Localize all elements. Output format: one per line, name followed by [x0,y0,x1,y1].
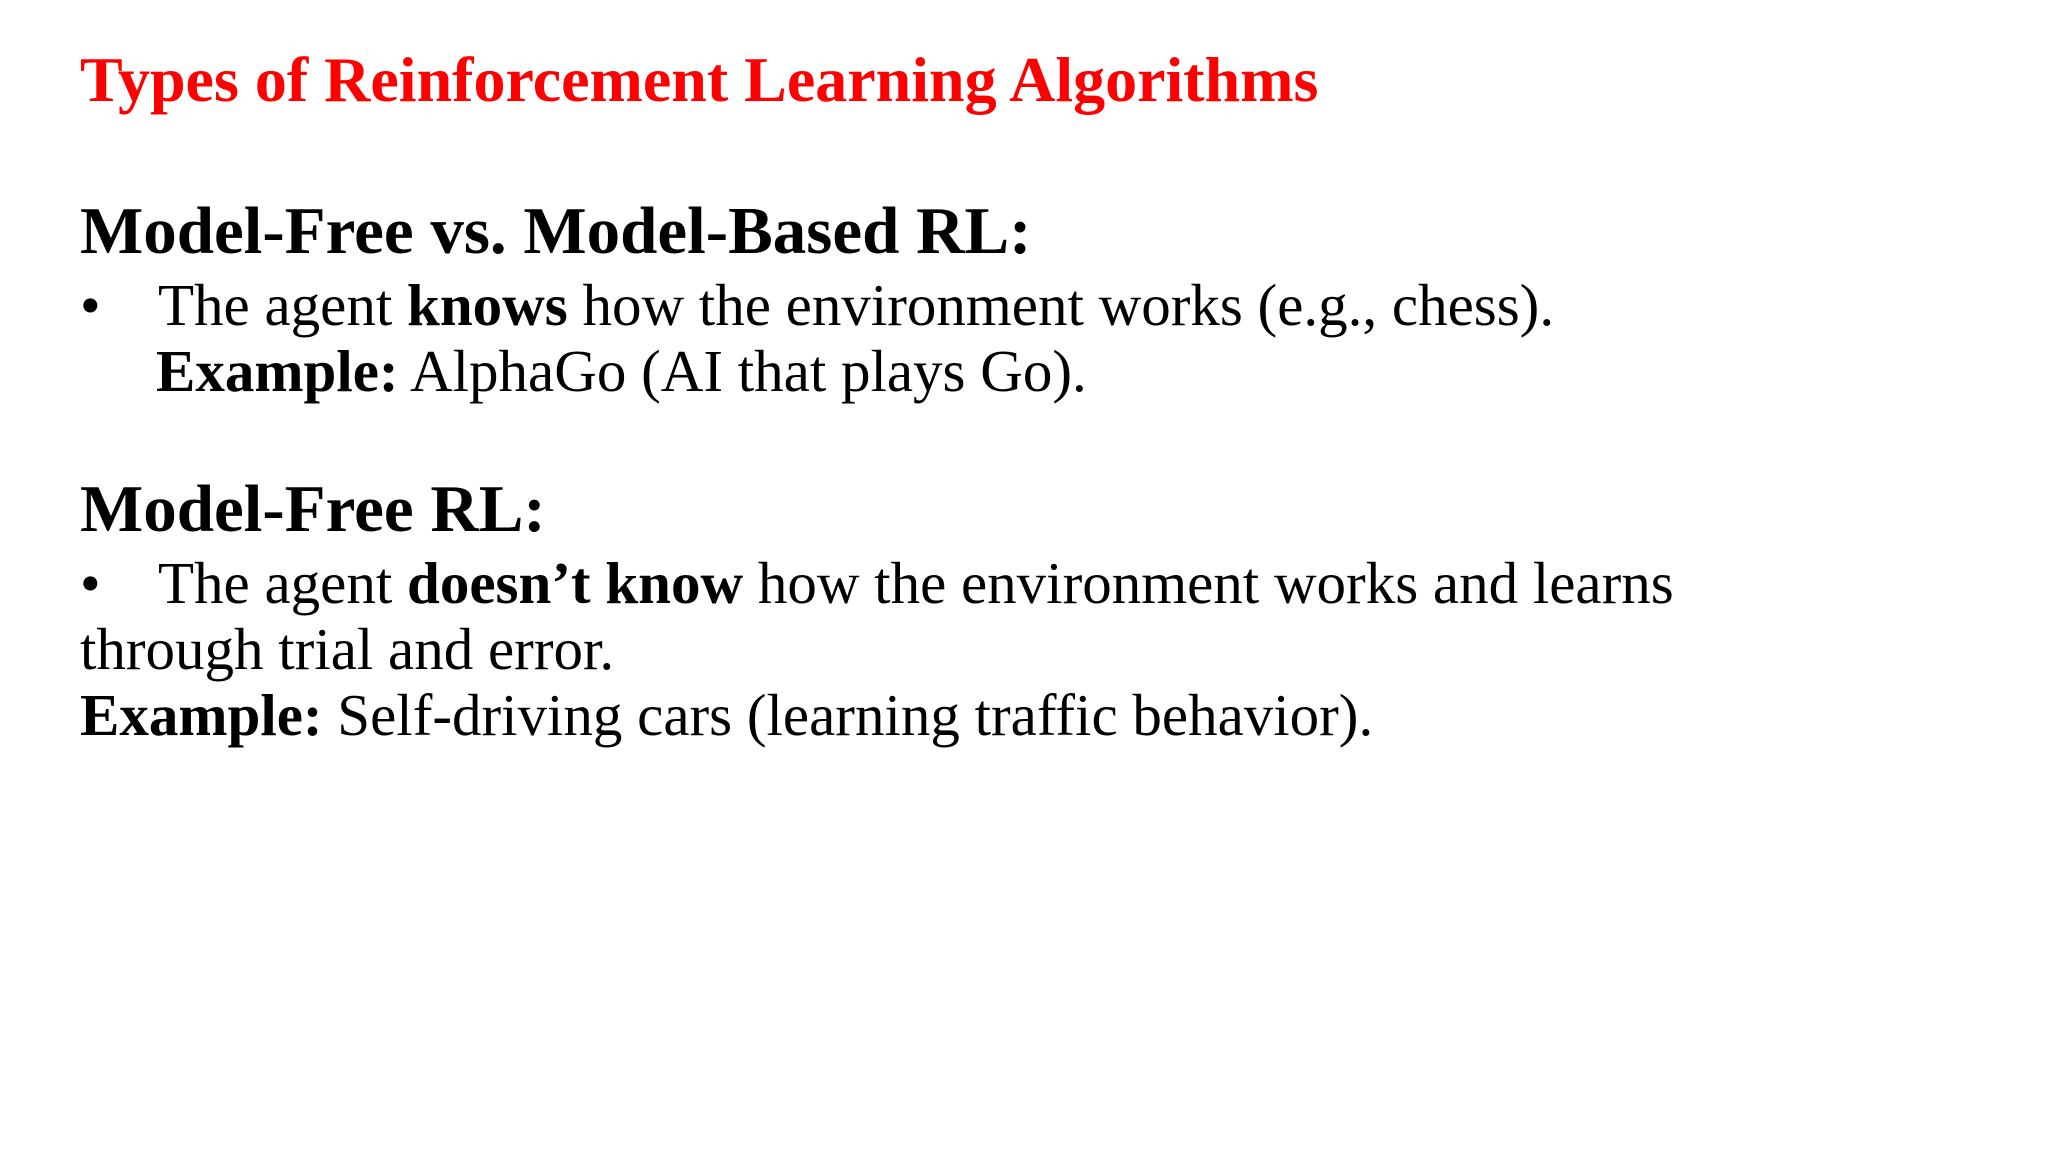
bullet-marker: • [80,272,101,338]
bullet-text-emphasis: doesn’t know [407,550,744,616]
example-label: Example: [80,682,323,748]
bullet-text-pre: The agent [158,550,407,616]
example-text: Self-driving cars (learning traffic behavior). [322,682,1374,748]
bullet-text-post: how the environment works (e.g., chess). [567,272,1555,338]
bullet-marker: • [80,550,101,616]
bullet-text-model-based [158,270,1554,341]
example-label: Example: [156,338,399,404]
slide-title: Types of Reinforcement Learning Algorithms [80,44,1319,115]
section-heading-model-free: Model-Free RL: [80,472,546,546]
bullet-text-post: how the environment works and learns [743,550,1674,616]
bullet-text-pre: The agent [158,272,407,338]
example-line-model-free [80,680,1373,751]
bullet-text-emphasis: knows [407,272,568,338]
example-line-model-based [156,336,1087,407]
bullet-text-model-free [158,548,1674,619]
bullet-text-continuation: through trial and error. [80,616,615,682]
example-text: AlphaGo (AI that plays Go). [398,338,1087,404]
section-heading-model-free-vs-model-based: Model-Free vs. Model-Based RL: [80,194,1032,268]
